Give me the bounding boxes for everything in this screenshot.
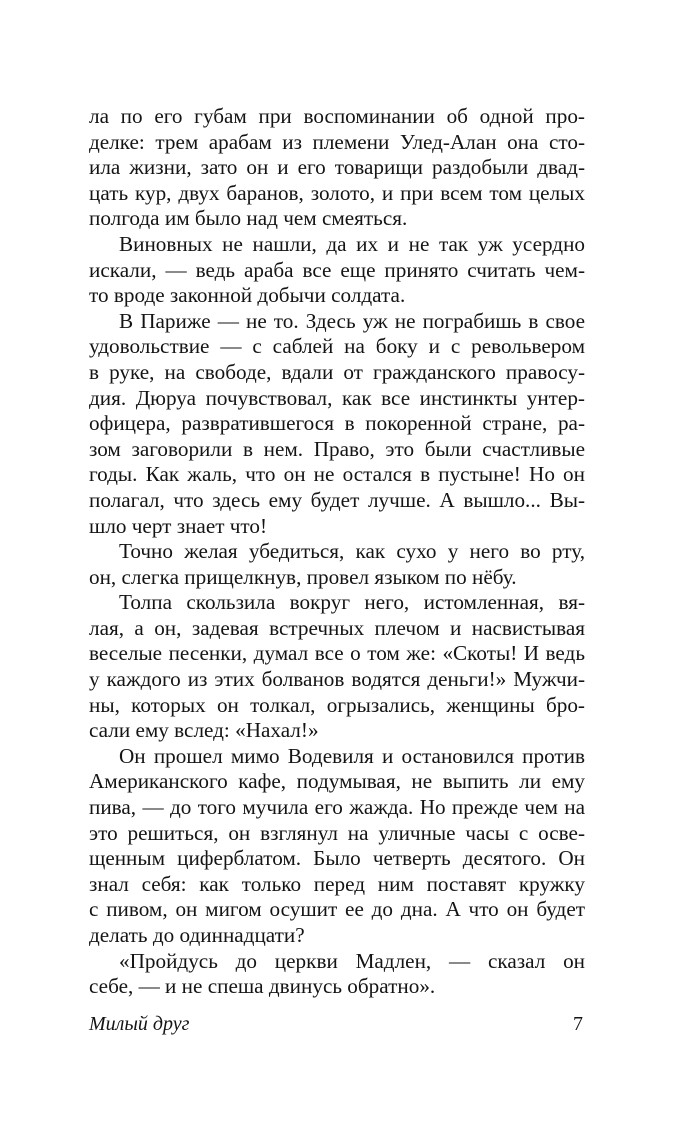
text-line: пива, — до того мучила его жажда. Но прежде чем на: [89, 795, 585, 820]
body-text: [89, 104, 585, 1000]
text-line: ила жизни, зато он и его товарищи раздобыли двад-: [89, 155, 585, 180]
text-line: зом заговорили в нем. Право, это были счастливые: [89, 436, 585, 461]
paragraph: [89, 539, 585, 590]
text-line: то вроде законной добычи солдата.: [89, 283, 406, 308]
paragraph: [89, 232, 585, 309]
text-line: Точно желая убедиться, как сухо у него во рту,: [119, 539, 585, 564]
text-line: офицера, развратившегося в покоренной стране, ра-: [89, 411, 585, 436]
paragraph: [89, 309, 585, 539]
text-line: он, слегка прищелкнув, провел языком по нёбу.: [89, 564, 517, 589]
text-line: полагал, что здесь ему будет лучше. А вышло... Вы-: [89, 487, 585, 512]
paragraph: [89, 949, 585, 1000]
text-line: полгода им было над чем смеяться.: [89, 206, 408, 231]
text-line: делать до одиннадцати?: [89, 923, 305, 947]
text-line: годы. Как жаль, что он не остался в пустыне! Но он: [89, 462, 585, 487]
page-number: 7: [573, 1013, 583, 1035]
text-line: веселые песенки, думал все о том же: «Скоты! И ведь: [89, 641, 585, 666]
text-line: себе, — и не спеша двинусь обратно».: [89, 974, 436, 999]
text-line: удовольствие — с саблей на боку и с револьвером: [89, 334, 585, 359]
text-line: шло черт знает что!: [89, 513, 268, 538]
text-line: лая, а он, задевая встречных плечом и насвистывая: [89, 615, 585, 640]
text-line: ла по его губам при воспоминании об одной про-: [89, 104, 585, 128]
text-line: Толпа скользила вокруг него, истомленная, вя-: [119, 590, 585, 615]
text-line: Виновных не нашли, да их и не так уж усердно: [119, 231, 585, 256]
paragraph: [89, 590, 585, 744]
text-line: Он прошел мимо Водевиля и остановился против: [119, 743, 585, 768]
paragraph: [89, 104, 585, 232]
text-line: знал себя: как только перед ним поставят кружку: [89, 871, 585, 896]
paragraph: [89, 744, 585, 949]
text-line: искали, — ведь араба все еще принято считать чем-: [89, 257, 585, 282]
text-line: делке: трем арабам из племени Улед-Алан она сто-: [89, 129, 585, 154]
text-line: в руке, на свободе, вдали от гражданского правосу-: [89, 359, 585, 384]
text-line: В Париже — не то. Здесь уж не пограбишь в свое: [119, 308, 585, 333]
text-line: у каждого из этих болванов водятся деньги!» Мужчи-: [89, 667, 585, 692]
page-footer: [89, 1010, 585, 1038]
text-line: ны, которых он толкал, огрызались, женщины бро-: [89, 692, 585, 717]
text-line: это решиться, он взглянул на уличные часы с осве-: [89, 820, 585, 845]
text-line: сали ему вслед: «Нахал!»: [89, 718, 319, 743]
text-line: дия. Дюруа почувствовал, как все инстинкты унтер-: [89, 385, 585, 410]
text-line: Американского кафе, подумывая, не выпить ли ему: [89, 769, 585, 794]
text-line: с пивом, он мигом осушит ее до дна. А что он будет: [89, 897, 585, 922]
text-line: «Пройдусь до церкви Мадлен, — сказал он: [119, 948, 585, 973]
text-line: цать кур, двух баранов, золото, и при всем том целых: [89, 180, 585, 205]
running-title: Милый друг: [89, 1013, 190, 1035]
text-line: щенным циферблатом. Было четверть десятого. Он: [89, 846, 585, 871]
